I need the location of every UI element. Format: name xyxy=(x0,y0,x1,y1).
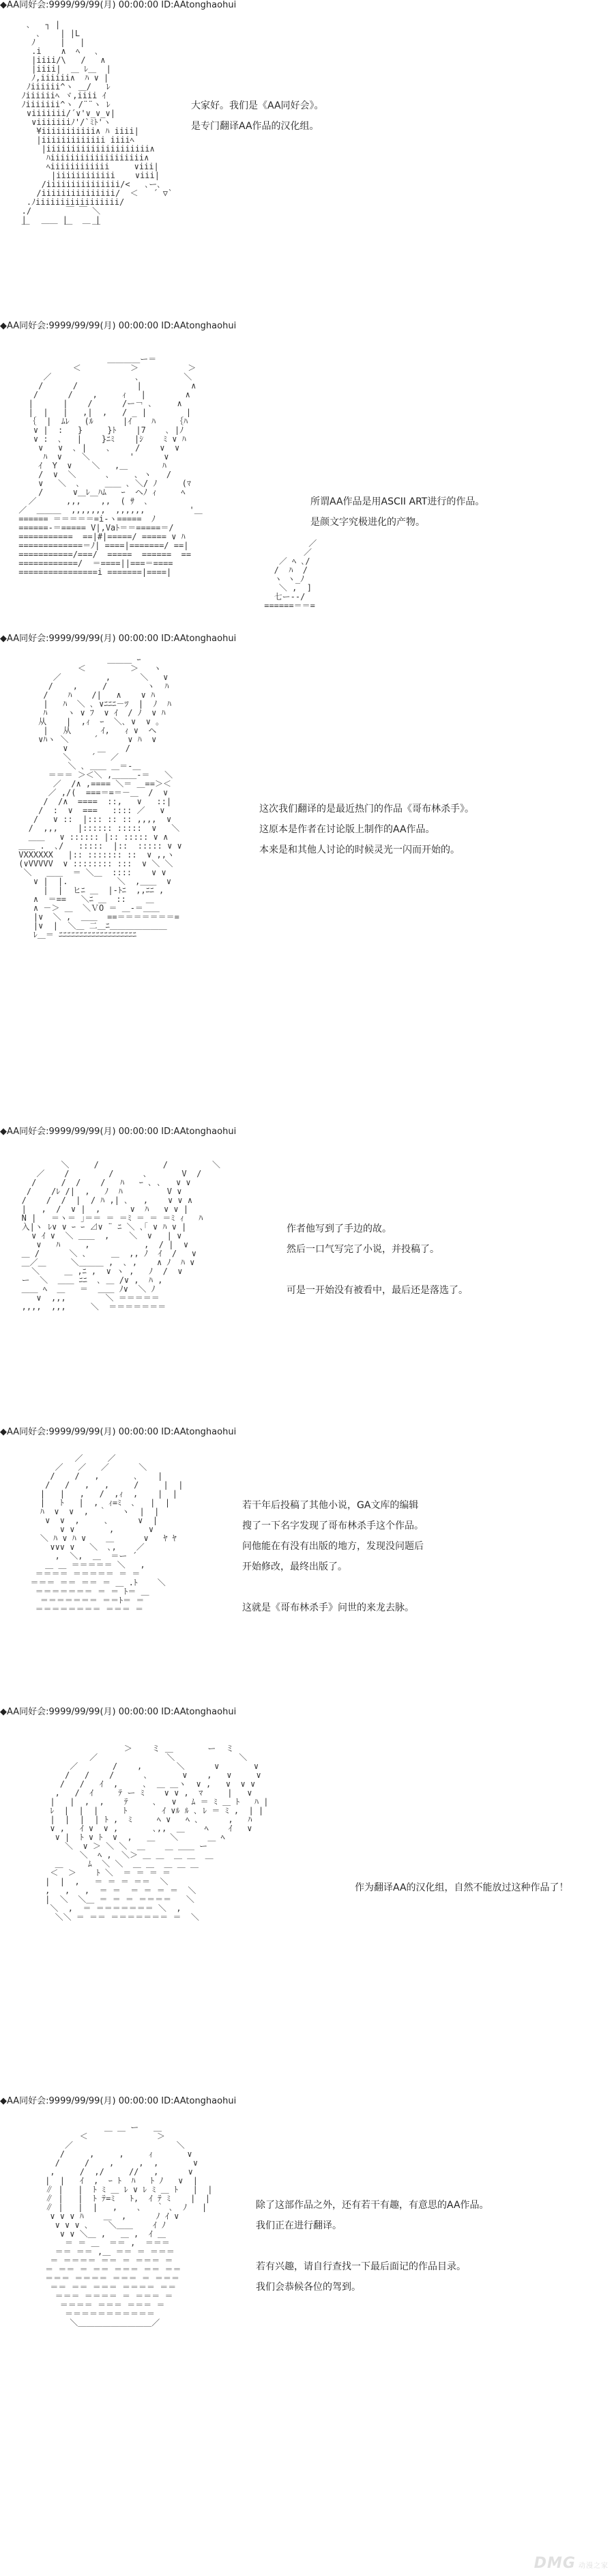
post-1 xyxy=(0,0,614,321)
message-line xyxy=(242,1577,424,1598)
message-line: 然后一口气写完了小说，并投稿了。 xyxy=(287,1244,439,1255)
post-6 xyxy=(0,1707,614,2096)
post-3 xyxy=(0,628,614,1127)
post-header: ◆AA同好会:9999/99/99(月) 00:00:00 ID:AAtonghaohui xyxy=(0,321,237,331)
message xyxy=(191,96,324,137)
message-line: 是专门翻译AA作品的汉化组。 xyxy=(191,121,319,132)
post-2 xyxy=(0,321,614,628)
message-line: 若干年后投稿了其他小说，GA文库的编辑 xyxy=(242,1500,419,1511)
message xyxy=(256,2195,489,2297)
ascii-art: ＿ ＿ ー ＿ ＜ ＞ ／ ＼ / , , ｨ ∨ / / , , , ∨ , / ,/ // , ∨ | | ｲ , ｰ ﾄ ﾊ ﾄ ﾉ ∨ | ∥ | | ﾄ ﾐ ＿ ﾚ ∨ ﾚ ﾐ ＿ ﾄ | | ∥ | | ﾄ ﾃ=ﾐ ﾄ, ｲ ﾃ ﾐ | | ∥ | | | , ､ ｀ ､ ﾉ | ∨ ∨ ∨ ﾊ ＿ , ﾉ ｲ ∨ ∨ ∨ ∨ ､ ＼＿＿ ｲ ﾉ ∨ ∨ ＼＿ , ＿ , ｲ ＿ ＝ ＝ ＿ ＝＝ , ＝＝＝ ＝＝ ＝＝ ,＿ ＝＝ ＝ ＝＝＝ ＝ ＝＝＝＝ ＝＝ ＝ ＝＝＝ ＝ ＝ ＝＝ ＝ ＝＝ ＝＝＝ ＝＝ ＝＝ ＝＝＝ ＝＝＝＝ ＝＝＝ ＝ ＝＝＝ ＝＝ ＝＝ ＝＝＝ ＝＝＝＝ ＝＝ ＝＝＝ ＝＝＝＝ ＝ ＝＝＝ ＝ ＝＝＝＝ ＝＝＝ ＝＝＝ ＝ ＝＝＝＝＝＝＝＝＝＝＝ ＼＿＿＿＿＿＿＿＿＿／ xyxy=(45,2123,213,2327)
ascii-art: ＿＿＿ ｰ ＜ ＞ ヽ ／ , ＼ ∨ / , / ヽ ﾊ / ﾊ /| ∧ ∨ ﾊ | ﾊ ＼ ､ ∨ﾆﾆﾆ－ﾂ | ﾉ ﾊ ﾊ ヽ ∨ ﾌ ∨ ｲ / ﾉ ∨ ﾊ 从 | ,ｨ ｰ ＼､ ∨ ∨ ｡ | 从 ｲ, ｨ ∨ ヘ ∨ﾊヽ ＼ ´ ∨ ﾊ ∨ ∨ ＿ / ＼ ´ ／ ＼ ､ ＿＿ ＿＝-＿ ＝＝＝ ＞＜＼ ,＿＿＿-＝ ＼ ／ /∧ ,==== ＼＝ ＿==＞＜ ／ ,/( ===＝=＝－＿ / ∨ / /∧ ==== ::, ∨ ::| / : ∨ === :::: ／ ∨ / ∨ :: |::: :: :: ,,,, ∨ / ,,, |:::::: ::::: ∨ ＼ ＿＿ ∨ :::::: |:: ::::: ∨ ∧ ＿＿ . ､/ ::::: |:: ::::: ∨ ∨ VXXXXXX |:: ::::::: :: ∨ ,,ヽ (∨VVVVV ∨ :::::::: ::: ∨ ＼ ＼ ＼ ＿＿ ＝ ＼＿ :::: ∨ ∨ ∨ | |. ＼ ,＿＿ ∨ | | ヒﾆ ＿ |-ﾄﾆ ,,ﾆﾆ , ∧ ＝== ＼ﾆ ＿ :: ＿ ∧ －＞ ＿ ＼ＶO ＝ ＿-＝＿＿ |∨ ＼ , ＿＿ ==＝＝＝＝＝＝＝= |∨ | ＼＿ 二＿ﾆ＿＿＿＿＿＿＿ ﾚ＿＝ ﾆﾆﾆﾆﾆﾆﾆﾆﾆﾆﾆﾆﾆﾆﾆﾆﾆﾆﾆ xyxy=(18,655,182,939)
message-line: 可是一开始没有被看中，最后还是落选了。 xyxy=(287,1285,468,1296)
message-line: 搜了一下名字发现了哥布林杀手这个作品。 xyxy=(242,1520,424,1531)
message-line: 若有兴趣，请自行查找一下最后面记的作品目录。 xyxy=(256,2261,466,2272)
ascii-art: ＼ / / ＼ ／ / / ､ V / / / / / ﾊ ｰ ､ ､ ∨ ∨ / /ﾚ /| , ﾉ ﾊ V ∨ / / / | / ﾊ ,| ､ , ∨ ∨ ∧ | , / ∨ | , ∨ ﾊ ∨ ∨ | N | ＝ヽ＝ ｣＝＝ ＝ ＝ﾐ ＝ ＝ ＝ﾐ ｨ ﾊ 入|ヽ ﾚ∨ ∨ ｰ ｰ ⊿∨ ¨ ﾆ ＼ ､｢ ∨ ﾊ ∨ | ∨ ｲ ∨ ＼ ＿＿ , ＼ ∨ | ∨ ∨ ﾊ , , / | ∨ ＿ / ＼ ､ ＿ ,, ﾉ ｲ / ∨ ＿／＿ ＼＿＿＿ , ､ , ∧ ﾉ ﾊ ∨ ＼ ＿ ,ﾆ , ∨ ヽ , ﾉ / ∨ ー ＼ ＿＿ ﾆﾆ ､ ＿ /∨ , ﾊ , ＿＿ ﾍ ＿ ＝ ＿＿ ﾉ∨ ＼ ﾉ ∨ ,,, ＼ ＝＝＝＝＝ ,,,, ,,, ＼ ＝＝＝＝＝＝＝ xyxy=(21,1160,220,1312)
post-header: ◆AA同好会:9999/99/99(月) 00:00:00 ID:AAtonghaohui xyxy=(0,0,237,10)
message-line: 这次我们翻译的是最近热门的作品《哥布林杀手》。 xyxy=(259,804,474,815)
message xyxy=(259,799,474,860)
message-line: 本来是和其他人讨论的时候灵光一闪而开始的。 xyxy=(259,845,460,855)
watermark-logo xyxy=(534,2555,609,2572)
message-line: 所谓AA作品是用ASCII ART进行的作品。 xyxy=(310,496,485,507)
message-line: 这就是《哥布林杀手》问世的来龙去脉。 xyxy=(242,1602,414,1613)
message-line: 是颜文字究极进化的产物。 xyxy=(310,517,425,528)
message-line: 作者他写到了手边的故。 xyxy=(287,1223,392,1234)
post-header: ◆AA同好会:9999/99/99(月) 00:00:00 ID:AAtonghaohui xyxy=(0,1707,237,1717)
post-header: ◆AA同好会:9999/99/99(月) 00:00:00 ID:AAtonghaohui xyxy=(0,1427,237,1437)
logo-subtext: 动漫之家 xyxy=(579,2562,609,2570)
message-line xyxy=(256,2236,489,2256)
ascii-art: ＞ ミ ＿ ー ミ ／ ＼ ＼ ／ / , ＼ ∨ ∨ / / / ､ ∨ , ∨ ∨ / / ｲ , ､ ＿ ＿ヽ ∨ , ∨ ∨ ∨ , / ｲ ﾃ ー ﾐ ∨ ∨ , ﾏ | ∨ | | , , ﾃ ､ ∨ ﾑ ＝ ﾐ ＿ ﾄ ﾊ | ﾚ | | | ﾄ ｲ ∨ﾙ ﾙ ､ ﾚ ＝ ﾐ , | | | | | | ﾄ , ﾐ ﾍ ∨ ﾍ ､ , ﾊ ∨ , ｲ ∨ ∨ , ､,, ＿ ﾍ ｲ ∨ ∨ | ﾄ ∨ ﾄ ∨ , ＿ ＼ ＿ ﾍ ＼ ∨ ＞ ＼ ＼ ＿ ＿ ＿＿ ー ＼ ﾍ , ＼＞ ＿ ＿ ＿ ＿ ＿ ＿ ﾑ ＼ ＼ ＿ ＿ ＿ ＿ ＿ ＜ ＞ ﾄ ＼ ＝ ＝ ＝ ＝ | | , ＝ ＝ ＝ ＝＝ ＼ , , , ＝ ＝ ＝ ＝ ＝ ＝ ＼ | ＼ ＼＿ ＝ ＝ ＝ ＝＝＝＝ ＼ ＼ , ＝ ＝＝＝＝＝＝＝ ＼ , ＼＼ ＝ ＝＝ ＝＝＝＝＝＝＝ ＝ ＼ xyxy=(45,1744,269,1922)
logo-text: DMG xyxy=(533,2555,576,2572)
message-line: 大家好。我们是《AA同好会》。 xyxy=(191,100,324,111)
post-header: ◆AA同好会:9999/99/99(月) 00:00:00 ID:AAtonghaohui xyxy=(0,1127,237,1137)
message-line: 开始修改，最终出版了。 xyxy=(242,1561,347,1572)
message-line: 作为翻译AA的汉化组，自然不能放过这种作品了！ xyxy=(355,1882,569,1893)
ascii-art: ＿＿＿＿ー＝ ＜ ＞ ＞ ／ ､ ＼ / / | ∧ / / , ｨ | ∧ | | / /ー￢ ､ ∧ | | | ,| , / _ | | ｛ | ﾑﾚ (ﾙ |ｲ ﾊ ｛ﾊ ∨ | : } }ﾄ |7 ､ |ﾉ ∨ : ､ | }ﾆﾐ |ｼ ﾐ ∨ ﾊ ∨ ∨ ､ | ､ / ∨ ∨ ﾊ ∨ ＼ ' ∨ ｲ Y ∨ ＼ ,＿ ﾊ / ∨ ＼ ､ ､ ヽ / ∨ ＼ ､ ＿＿ ､ ＼/ ﾉ (ﾏ / ∨＿ﾚ＿ﾊﾑ ｰ ヘﾉ ｨ ﾍ ／ ,,, ,, ( ｻ ､ ／ ＿＿＿ ,,,,,,, ,,,,,, '＿ ====== ＝＝＝＝＝=i-ヽ===== ﾉ ======-＝===== V|,Vaﾄ＝＝=====＝/ =========== ==|#|=====/ ===== ∨ ﾊ =============＝ﾉ| ====|=======/ ==| ===========/===/ ===== ====== == ============/ ＝====||===＝==== ================i =======|====| xyxy=(18,354,203,577)
message xyxy=(287,1219,468,1301)
message xyxy=(310,492,484,533)
message-line: 我们会恭候各位的驾到。 xyxy=(256,2282,361,2293)
message xyxy=(242,1495,424,1618)
post-5 xyxy=(0,1427,614,1707)
post-4 xyxy=(0,1127,614,1427)
ascii-art: ／ ／ ／ ／ ／ ＼ / / , ､ | / / , , / | | | | , / ,ｨ , | | | ﾄ | , ｨ=ﾐ ､ | | ﾊ ∨ ∨ , ｀ ヽ | | ∨ ∨ , ､ ∨ | ∨ ∨ , ∨ ＼ ﾊ ∨ ﾊ ∨ ＿ ∨ ﾔ ﾔ ∨∨∨ ∨ ＼ ､, ／ , ＼, ＿ ＝ー ´ ＿ ＿ ＝＝＝＝＝ ＼ , ＝＝＝＝ ＝＝＝＝＝ ＝ ＝ ＝＝＝ ＝＝ ＝＝ ＝ ＿ .ﾄ ＼ ＝＝＝＝＝＝＝ ＝ ＝ ﾄ＝ ＿ ＝＝＝＝＝＝＝ ＝＝ﾄ＝ ＝ ＝＝＝＝＝＝＝＝ ＝＝＝ ＝ xyxy=(30,1454,184,1614)
message-line: 除了这部作品之外，还有若干有趣，有意思的AA作品。 xyxy=(256,2200,489,2211)
post-header: ◆AA同好会:9999/99/99(月) 00:00:00 ID:AAtonghaohui xyxy=(0,2096,237,2106)
message-line xyxy=(287,1260,468,1280)
message xyxy=(355,1878,569,1898)
message-line: 问他能在有没有出版的地方，发现没问题后 xyxy=(242,1541,424,1552)
message-line: 我们正在进行翻译。 xyxy=(256,2220,342,2231)
post-7 xyxy=(0,2096,614,2576)
message-line: 这原本是作者在讨论版上制作的AA作品。 xyxy=(259,824,435,835)
post-header: ◆AA同好会:9999/99/99(月) 00:00:00 ID:AAtonghaohui xyxy=(0,634,237,644)
ascii-art: ､ ┐ | ､ | |L ﾉ | | .i ∧ ﾍ ､ |iiii/\ / ∧ |iiii| ＿ ﾚ＿ | ﾉ,iiiiii∧ ﾊ ∨ | ﾉiiiiii^ヽ ＿/ ﾚ ﾉiiiiiiﾍ ヾ,iiii ｲ ﾉiiiiiii^ヽ /¨¨ヽ ﾚ ∨iiiiiii/´∨'∨_∨_∨| ∨iiiiiiiﾉ'/`ﾐﾄ'ヽ ¥iiiiiiiiiii∧ ﾊ iiii| |iiiiiiiiiiiii iiiiﾍ |iiiiiiiiiiiiiiiiiiiii∧ ﾊiiiiiiiiiiiiiiiiiii∧ ﾍiiiiiiiiiiii ∨iii| |iiiiiiiiiiii ∨iii| /iiiiiiiiiiiiiii/< ､ー､ /iiiiiiiiiiiiiii/ ＜ ´ ▽` .ﾉiiiiiiiiiiiiiiiii/ ./ ￣ ￣ ＼ | ＿＿ | ＿ | ￣ ￣ ￣ xyxy=(21,20,173,233)
ascii-art-hand: ／ ／ ／ ﾍ ､/ / ﾊ / ヽ ヽ_ﾉ ＼ , ] 七ー--/ ======＝＝= xyxy=(264,539,317,610)
